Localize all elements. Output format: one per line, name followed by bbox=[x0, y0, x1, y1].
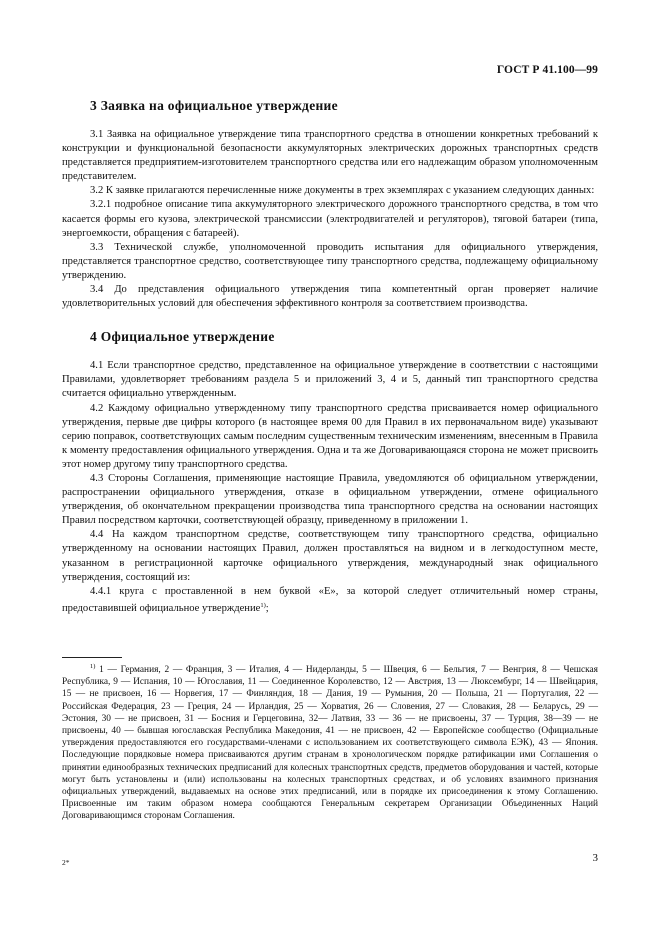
paragraph-4-4-1 bbox=[62, 585, 598, 616]
paragraph-4-1: 4.1 Если транспортное средство, представленное на официальное утверждение в соответствии с настоящими Правилами, удовлетворяет требованиям раздела 5 и приложений 3, 4 и 5, данный тип транспортного средства считается официально утвержденным. bbox=[62, 360, 598, 400]
paragraph-3-1: 3.1 Заявка на официальное утверждение типа транспортного средства в отношении конкретных требований к конструкции и функциональной безопасности аккумуляторных электрических дорожных транспортных средств представляется предприятием-изготовителем транспортного средства или его надлежащим образом уполномоченным представителем. bbox=[62, 129, 598, 183]
paragraph-4-2: 4.2 Каждому официально утвержденному типу транспортного средства присваивается номер официального утверждения, первые две цифры которого (в настоящее время 00 для Правил в их первоначальном виде) указывают серию поправок, соответствующих самым последним существенным техническим изменениям, внесенным в Правила к моменту предоставления официального утверждения. Одна и та же Договаривающаяся сторона не может присвоить этот номер другому типу транспортного средства. bbox=[62, 402, 598, 470]
sheet-mark: 2* bbox=[62, 858, 70, 867]
footnote-text: 1 — Германия, 2 — Франция, 3 — Италия, 4 — Нидерланды, 5 — Швеция, 6 — Бельгия, 7 — Венгрия, 8 — Чешская Республика, 9 — Испания, 10 — Югославия, 11 — Соединенное Королевство, 12 — Австрия, 13 — Люксембург, 14 — Швейцария, 15 — не присвоен, 16 — Норвегия, 17 — Финляндия, 18 — Дания, 19 — Румыния, 20 — Польша, 21 — Португалия, 22 — Российская Федерация, 23 — Греция, 24 — Ирландия, 25 — Хорватия, 26 — Словения, 27 — Словакия, 28 — Беларусь, 29 — Эстония, 30 — не присвоен, 31 — Босния и Герцеговина, 32— Латвия, 33 — 36 — не присвоены, 37 — Турция, 38—39 — не присвоены, 40 — бывшая югославская Республика Македония, 41 — не присвоен, 42 — Европейское сообщество (Официальные утверждения предоставляются его государствами-членами с использованием их соответствующего символа ЕЭК), 43 — Япония. Последующие порядковые номера присваиваются другим странам в хронологическом порядке ратификации ими Соглашения о принятии единообразных технических предписаний для колесных транспортных средств, предметов оборудования и частей, которые могут быть установлены и (или) использованы на колесных транспортных средствах, и об условиях взаимного признания официальных утверждений, выдаваемых на основе этих предписаний, или в порядке их присоединения к этому Соглашению. Присвоенные им таким образом номера сообщаются Генеральным секретарем Организации Объединенных Наций Договаривающимся сторонам Соглашения. bbox=[62, 665, 598, 822]
paragraph-4-3: 4.3 Стороны Соглашения, применяющие настоящие Правила, уведомляются об официальном утверждении, распространении официального утверждения, отказе в официальном утверждении, отмене официального утверждения, об окончательном прекращении производства типа транспортного средства на основании настоящих Правил посредством карточки, соответствующей образцу, приведенному в приложении 1. bbox=[62, 472, 598, 527]
footnote-mark: 1) bbox=[90, 663, 96, 670]
paragraph-3-2: 3.2 К заявке прилагаются перечисленные ниже документы в трех экземплярах с указанием следующих данных: bbox=[90, 185, 595, 197]
paragraph-3-3: 3.3 Технической службе, уполномоченной проводить испытания для официального утверждения, представляется транспортное средство, соответствующее типу транспортного средства, подлежащему официальному утверждению. bbox=[62, 241, 598, 281]
document-code: ГОСТ Р 41.100—99 bbox=[496, 64, 598, 76]
paragraph-4-4: 4.4 На каждом транспортном средстве, соответствующем типу транспортного средства, официально утвержденному на основании настоящих Правил, должен проставляться на видном и в легкодоступном месте, указанном в регистрационной карточке официального утверждения, международный знак официального утверждения, состоящий из: bbox=[62, 529, 598, 583]
footnote-reference: 1) bbox=[260, 601, 266, 609]
paragraph-4-4-1-end: ; bbox=[265, 602, 269, 614]
page-number: 3 bbox=[592, 852, 598, 864]
paragraph-3-4: 3.4 До представления официального утверждения типа компетентный орган проверяет наличие удовлетворительных условий для обеспечения эффективного контроля за соответствием производства. bbox=[62, 284, 598, 310]
footnote bbox=[62, 661, 598, 823]
footnote-separator bbox=[62, 657, 122, 658]
main-content bbox=[62, 92, 598, 616]
section-3-title: 3 Заявка на официальное утверждение bbox=[90, 98, 338, 113]
paragraph-3-2-1: 3.2.1 подробное описание типа аккумуляторного электрического дорожного транспортного средства, в том что касается формы его кузова, электрической трансмиссии (электродвигателей и регуляторов), тяговой батареи (типа, энергоемкости, обращения с батареей). bbox=[62, 199, 598, 239]
paragraph-4-4-1-text: 4.4.1 круга с проставленной в нем буквой «Е», за которой следует отличительный номер страны, предоставившей официальное утверждение bbox=[62, 585, 598, 614]
section-4-title: 4 Официальное утверждение bbox=[90, 329, 275, 345]
